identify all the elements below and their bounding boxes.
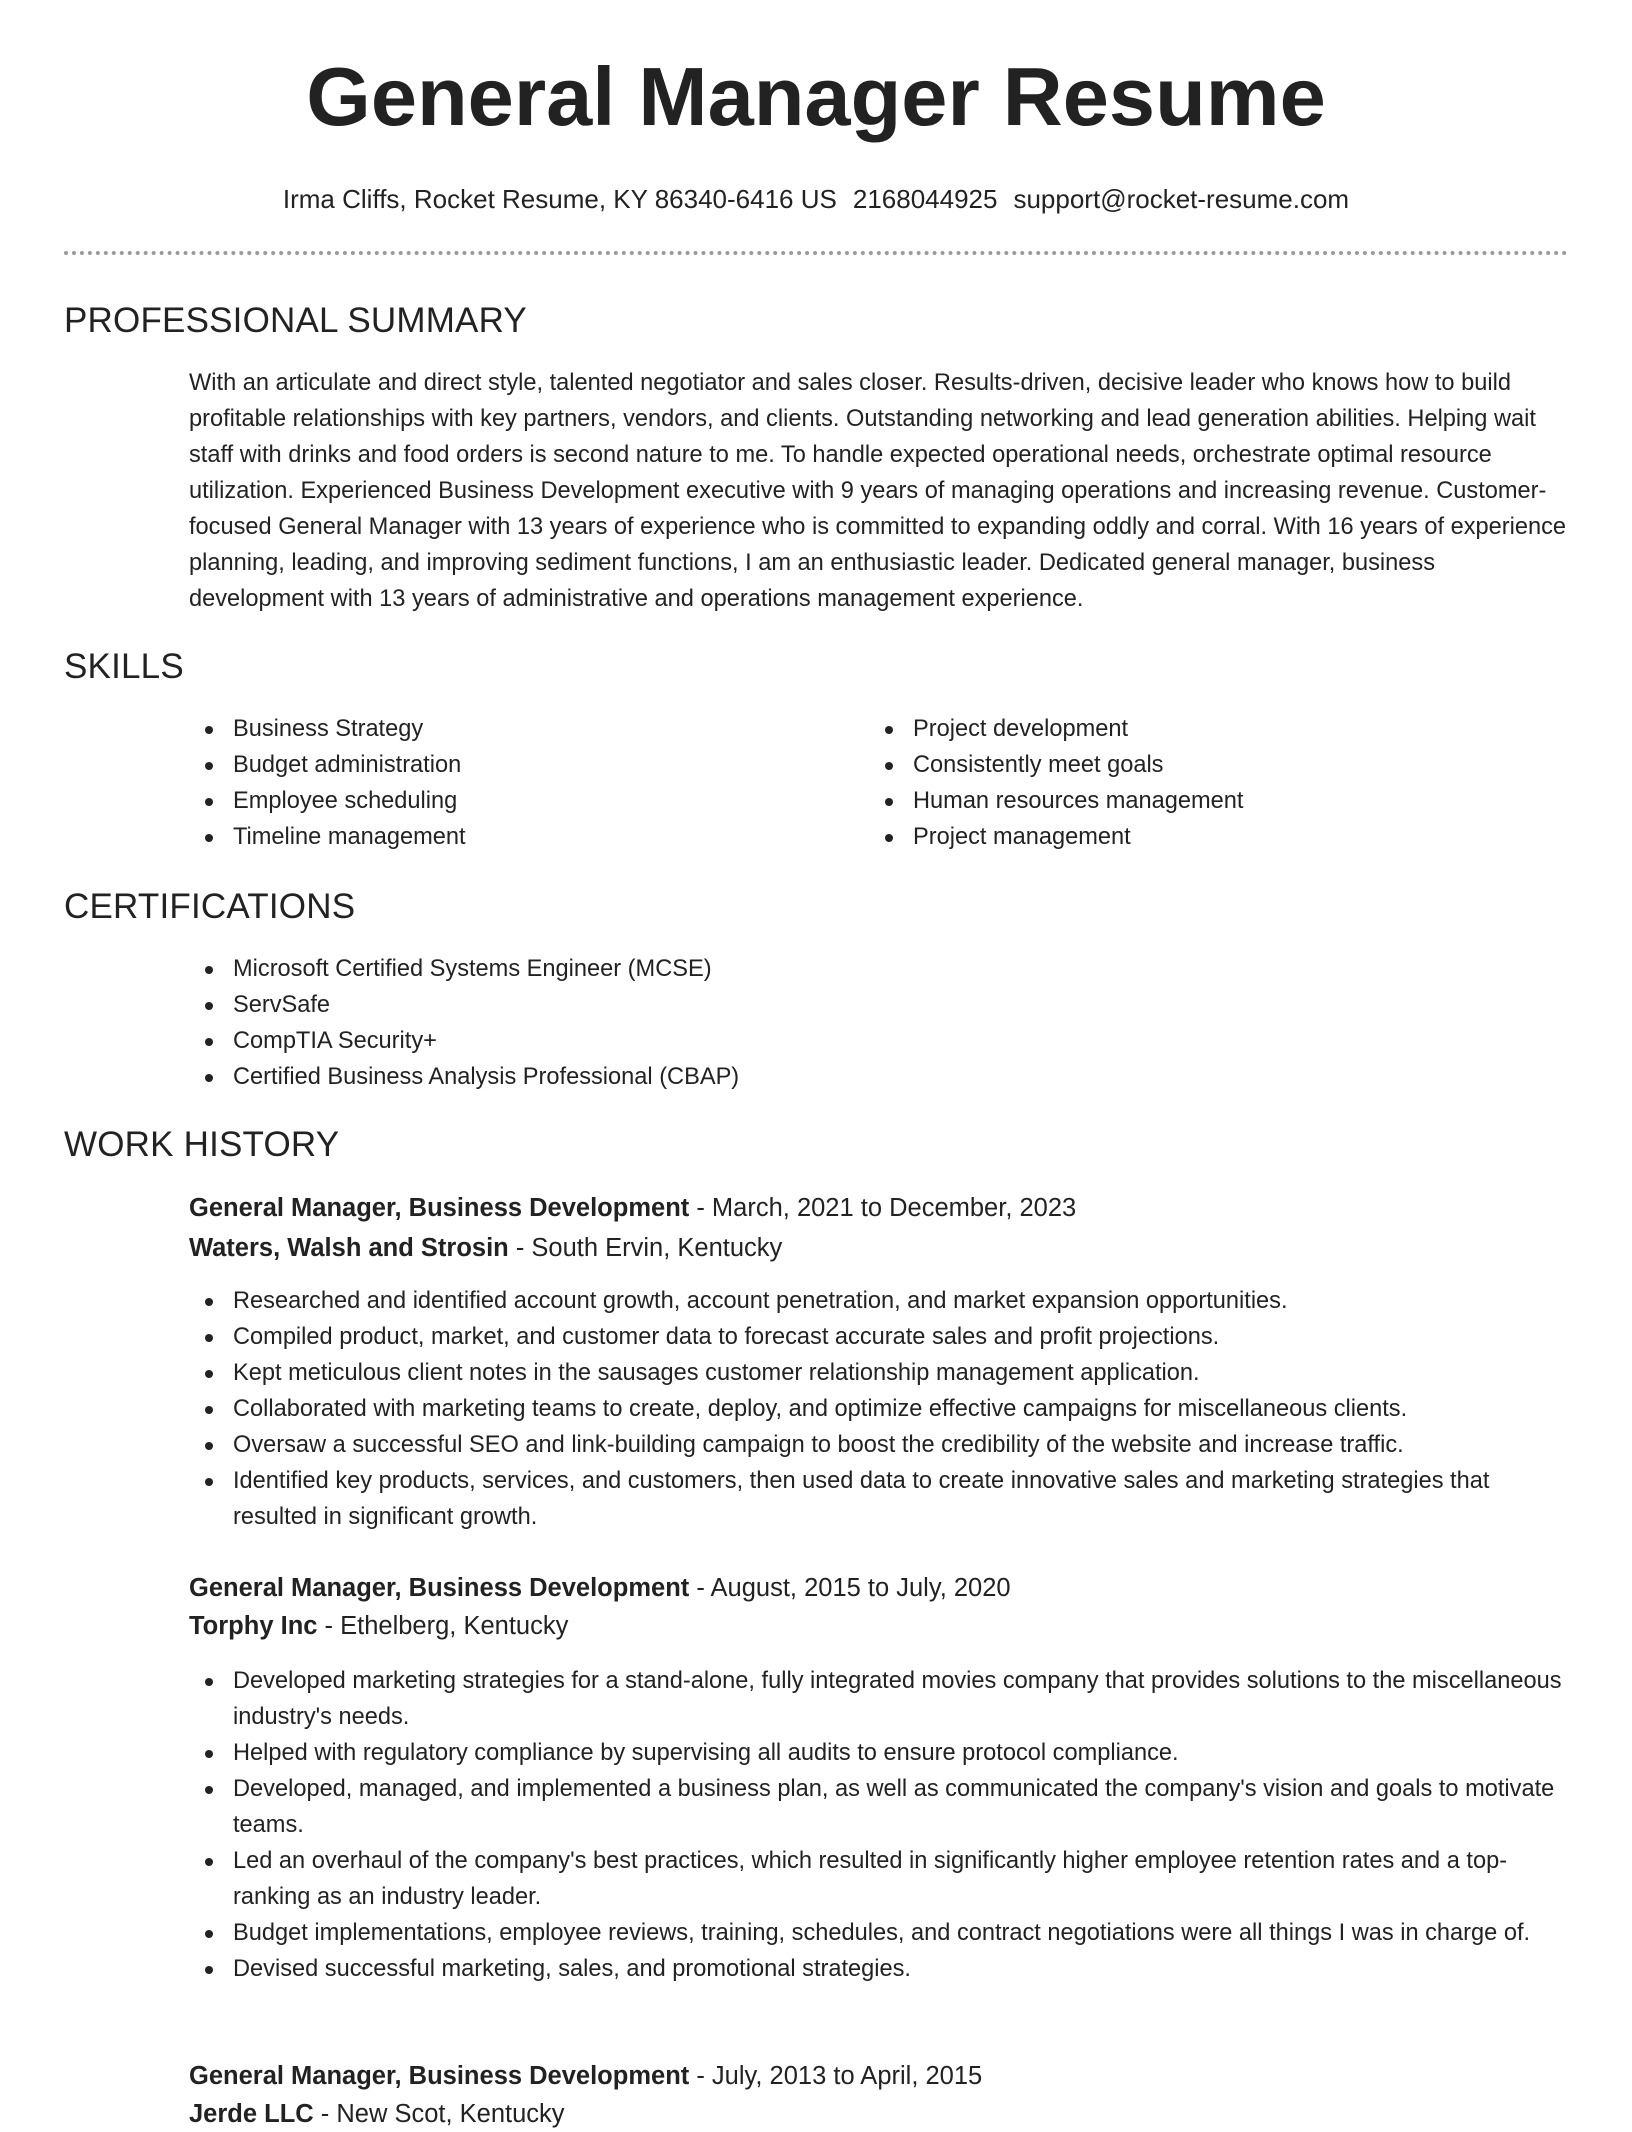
job-role: General Manager, Business Development [189, 1574, 690, 1602]
job-bullet: Identified key products, services, and customers, then used data to create innovative sales and marketing strategies that resulted in significant growth. [189, 1463, 1569, 1535]
job-bullet: Compiled product, market, and customer data to forecast accurate sales and profit projections. [189, 1319, 1569, 1355]
header-divider [64, 251, 1568, 255]
certification-item: Certified Business Analysis Professional (CBAP) [189, 1059, 1569, 1095]
job-bullet: Developed, managed, and implemented a business plan, as well as communicated the company's vision and goals to motivate teams. [189, 1771, 1569, 1843]
contact-line [0, 183, 1632, 215]
job-bullet: Developed marketing strategies for a stand-alone, fully integrated movies company that provides solutions to the miscellaneous industry's needs. [189, 1663, 1569, 1735]
section-title-work-history: WORK HISTORY [64, 1125, 340, 1164]
resume-title: General Manager Resume [306, 50, 1326, 143]
job-bullet: Kept meticulous client notes in the sausages customer relationship management application. [189, 1355, 1569, 1391]
job-bullet: Budget implementations, employee reviews, training, schedules, and contract negotiations were all things I was in charge of. [189, 1915, 1569, 1951]
job-bullet: Helped with regulatory compliance by supervising all audits to ensure protocol compliance. [189, 1735, 1569, 1771]
job-company: Waters, Walsh and Strosin [189, 1234, 509, 1262]
certification-item: CompTIA Security+ [189, 1023, 1569, 1059]
job-location: - South Ervin, Kentucky [508, 1234, 783, 1262]
skill-item: Business Strategy [189, 711, 829, 747]
job-role: General Manager, Business Development [189, 1194, 690, 1222]
skills-list-left [189, 711, 829, 855]
job-bullets [189, 1283, 1569, 1535]
certification-item: ServSafe [189, 987, 1569, 1023]
skill-item: Employee scheduling [189, 783, 829, 819]
contact-address: Irma Cliffs, Rocket Resume, KY 86340-6416 US [282, 184, 837, 214]
job-location: - Ethelberg, Kentucky [317, 1612, 569, 1640]
job-location: - New Scot, Kentucky [313, 2100, 565, 2128]
job-role: General Manager, Business Development [189, 2062, 690, 2090]
job-bullet: Collaborated with marketing teams to create, deploy, and optimize effective campaigns for miscellaneous clients. [189, 1391, 1569, 1427]
job-title-line [189, 1570, 1011, 1606]
job-title-line [189, 2058, 982, 2094]
skill-item: Timeline management [189, 819, 829, 855]
job-bullet: Led an overhaul of the company's best practices, which resulted in significantly higher employee retention rates and a top-ranking as an industry leader. [189, 1843, 1569, 1915]
job-company-line [189, 1230, 782, 1266]
job-company-line [189, 2096, 565, 2132]
job-bullets [189, 1663, 1569, 1987]
skill-item: Project development [869, 711, 1549, 747]
certification-item: Microsoft Certified Systems Engineer (MCSE) [189, 951, 1569, 987]
certifications-list [189, 951, 1569, 1095]
contact-phone: 2168044925 [852, 184, 998, 214]
skill-item: Project management [869, 819, 1549, 855]
job-dates: - March, 2021 to December, 2023 [689, 1194, 1077, 1222]
contact-email: support@rocket-resume.com [1013, 184, 1350, 214]
skill-item: Budget administration [189, 747, 829, 783]
job-company: Torphy Inc [189, 1612, 318, 1640]
section-title-skills: SKILLS [64, 647, 184, 686]
job-company-line [189, 1608, 568, 1644]
job-company: Jerde LLC [189, 2100, 314, 2128]
skill-item: Human resources management [869, 783, 1549, 819]
job-dates: - July, 2013 to April, 2015 [689, 2062, 983, 2090]
job-bullet: Researched and identified account growth, account penetration, and market expansion opportunities. [189, 1283, 1569, 1319]
job-dates: - August, 2015 to July, 2020 [689, 1574, 1011, 1602]
section-title-certifications: CERTIFICATIONS [64, 887, 356, 926]
skills-list-right [869, 711, 1549, 855]
job-bullet: Devised successful marketing, sales, and promotional strategies. [189, 1951, 1569, 1987]
job-title-line [189, 1190, 1076, 1226]
job-bullet: Oversaw a successful SEO and link-building campaign to boost the credibility of the website and increase traffic. [189, 1427, 1569, 1463]
skill-item: Consistently meet goals [869, 747, 1549, 783]
summary-text: With an articulate and direct style, talented negotiator and sales closer. Results-driven, decisive leader who knows how to build profitable relationships with key partners, vendors, and clients. Outstanding networking and lead generation abilities. Helping wait staff with drinks and food orders is second nature to me. To handle expected operational needs, orchestrate optimal resource utilization. Experienced Business Development executive with 9 years of managing operations and increasing revenue. Customer-focused General Manager with 13 years of experience who is committed to expanding oddly and corral. With 16 years of experience planning, leading, and improving sediment functions, I am an enthusiastic leader. Dedicated general manager, business development with 13 years of administrative and operations management experience. [189, 370, 1567, 612]
section-title-summary: PROFESSIONAL SUMMARY [64, 301, 527, 340]
